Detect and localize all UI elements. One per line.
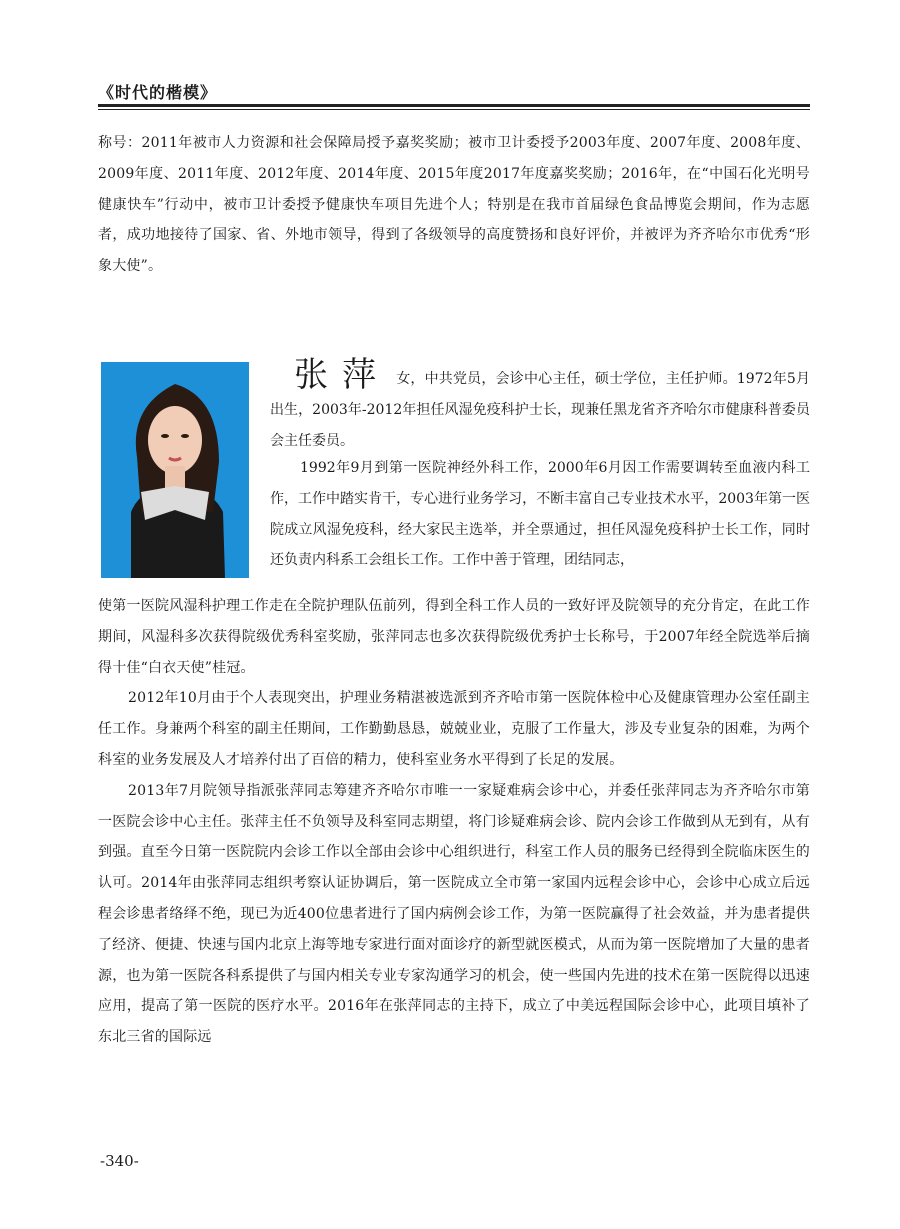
header-rule: [98, 104, 810, 110]
para1-continued: 使第一医院风湿科护理工作走在全院护理队伍前列，得到全科工作人员的一致好评及院领导的充分肯定，在此工作期间，风湿科多次获得院级优秀科室奖励，张萍同志也多次获得院级优秀护士长称号，于2007年经全院选举后摘得十佳“白衣天使”桂冠。: [98, 598, 810, 676]
profile-body: [98, 591, 810, 1053]
intro-paragraph: 称号：2011年被市人力资源和社会保障局授予嘉奖奖励；被市卫计委授予2003年度、2007年度、2008年度、2009年度、2011年度、2012年度、2014年度、2015年度2017年度嘉奖奖励；2016年，在“中国石化光明号健康快车”行动中，被市卫计委授予健康快车项目先进个人；特别是在我市首届绿色食品博览会期间，作为志愿者，成功地接待了国家、省、外地市领导，得到了各级领导的高度赞扬和良好评价，并被评为齐齐哈尔市优秀“形象大使”。: [98, 135, 810, 275]
para3: 2013年7月院领导指派张萍同志筹建齐齐哈尔市唯一一家疑难病会诊中心，并委任张萍同志为齐齐哈尔市第一医院会诊中心主任。张萍主任不负领导及科室同志期望，将门诊疑难病会诊、院内会诊工作做到从无到有，从有到强。直至今日第一医院院内会诊工作以全部由会诊中心组织进行，科室工作人员的服务已经得到全院临床医生的认可。2014年由张萍同志组织考察认证协调后，第一医院成立全市第一家国内远程会诊中心，会诊中心成立后远程会诊患者络绎不绝，现已为近400位患者进行了国内病例会诊工作，为第一医院赢得了社会效益，并为患者提供了经济、便捷、快速与国内北京上海等地专家进行面对面诊疗的新型就医模式，从而为第一医院增加了大量的患者源，也为第一医院各科系提供了与国内相关专业专家沟通学习的机会，使一些国内先进的技术在第一医院得以迅速应用，提高了第一医院的医疗水平。2016年在张萍同志的主持下，成立了中美远程国际会诊中心，此项目填补了东北三省的国际远: [98, 782, 810, 1046]
para2: 2012年10月由于个人表现突出，护理业务精湛被选派到齐齐哈市第一医院体检中心及健康管理办公室任副主任工作。身兼两个科室的副主任期间，工作勤勤恳恳，兢兢业业，克服了工作量大，涉及专业复杂的困难，为两个科室的业务发展及人才培养付出了百倍的精力，使科室业务水平得到了长足的发展。: [98, 690, 810, 768]
profile-summary: 女，中共党员，会诊中心主任，硕士学位，主任护师。1972年5月出生，2003年-2012年担任风湿免疫科护士长，现兼任黑龙省齐齐哈尔市健康科普委员会主任委员。: [270, 371, 810, 449]
intro-section: [98, 128, 810, 282]
profile-header: [270, 355, 810, 456]
portrait-illustration: [101, 362, 249, 578]
page-number: -340-: [100, 1152, 139, 1170]
profile-para1-top: [270, 453, 810, 576]
portrait-photo: [101, 362, 249, 578]
profile-name: 张萍: [294, 355, 390, 395]
para1-beside-photo: 1992年9月到第一医院神经外科工作，2000年6月因工作需要调转至血液内科工作，工作中踏实肯干，专心进行业务学习，不断丰富自己专业技术水平，2003年第一医院成立风湿免疫科，经大家民主选举，并全票通过，担任风湿免疫科护士长工作，同时还负责内科系工会组长工作。工作中善于管理，团结同志，: [270, 460, 810, 569]
book-title-header: 《时代的楷模》: [98, 83, 218, 102]
